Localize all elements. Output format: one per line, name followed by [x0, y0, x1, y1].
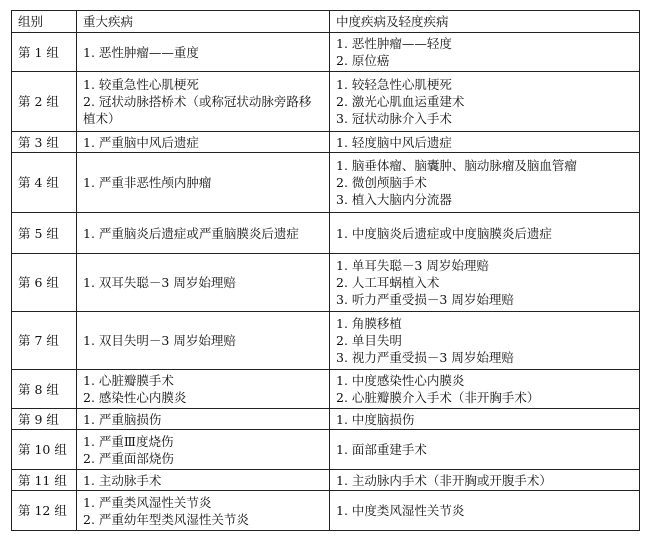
- minor-disease-item: 1. 中度脑炎后遗症或中度脑膜炎后遗症: [336, 225, 552, 241]
- group-cell: 第 5 组: [12, 213, 77, 254]
- minor-disease-item: 1. 恶性肿瘤——轻度: [336, 36, 452, 51]
- group-cell: 第 10 组: [12, 430, 77, 470]
- header-major-disease: 重大疾病: [77, 11, 330, 33]
- minor-disease-cell: [330, 312, 640, 370]
- major-disease-item: 1. 严重脑损伤: [83, 411, 162, 427]
- major-disease-item: 1. 严重Ⅲ度烧伤: [83, 433, 174, 449]
- minor-disease-cell: [330, 491, 640, 531]
- major-disease-item: 1. 严重类风湿性关节炎: [83, 494, 212, 510]
- major-disease-cell: [77, 491, 330, 531]
- minor-disease-item: 2. 原位癌: [336, 53, 390, 68]
- major-disease-item: 1. 较重急性心肌梗死: [83, 77, 199, 92]
- group-cell: 第 6 组: [12, 254, 77, 312]
- minor-disease-item: 1. 面部重建手术: [336, 442, 427, 457]
- major-disease-cell: [77, 153, 330, 213]
- minor-disease-item: 1. 脑垂体瘤、脑囊肿、脑动脉瘤及脑血管瘤: [336, 158, 577, 173]
- major-disease-item: 1. 严重非恶性颅内肿瘤: [83, 175, 212, 190]
- minor-disease-item: 3. 视力严重受损－3 周岁始理赔: [336, 350, 514, 365]
- table-row: [12, 153, 640, 213]
- major-disease-cell: [77, 470, 330, 491]
- minor-disease-item: 3. 冠状动脉介入手术: [336, 111, 452, 126]
- group-cell: 第 8 组: [12, 370, 77, 409]
- header-moderate-minor-disease: 中度疾病及轻度疾病: [330, 11, 640, 33]
- minor-disease-item: 2. 微创颅脑手术: [336, 175, 427, 190]
- major-disease-item: 1. 心脏瓣膜手术: [83, 373, 174, 388]
- major-disease-cell: [77, 370, 330, 409]
- major-disease-item: 1. 恶性肿瘤——重度: [83, 44, 199, 60]
- minor-disease-cell: [330, 72, 640, 132]
- minor-disease-item: 1. 单耳失聪－3 周岁始理赔: [336, 258, 489, 273]
- major-disease-cell: [77, 72, 330, 132]
- table-row: [12, 33, 640, 72]
- minor-disease-cell: [330, 132, 640, 153]
- major-disease-item: 1. 主动脉手术: [83, 472, 162, 488]
- group-cell: 第 11 组: [12, 470, 77, 491]
- disease-group-table: [11, 10, 640, 531]
- table-row: [12, 254, 640, 312]
- minor-disease-cell: [330, 430, 640, 470]
- minor-disease-item: 2. 人工耳蜗植入术: [336, 275, 440, 290]
- minor-disease-item: 1. 较轻急性心肌梗死: [336, 77, 452, 92]
- major-disease-cell: [77, 312, 330, 370]
- minor-disease-item: 3. 植入大脑内分流器: [336, 192, 452, 207]
- group-cell: 第 7 组: [12, 312, 77, 370]
- major-disease-cell: [77, 430, 330, 470]
- table-header-row: [12, 11, 640, 33]
- table-row: [12, 491, 640, 531]
- table-row: [12, 132, 640, 153]
- major-disease-cell: [77, 213, 330, 254]
- minor-disease-cell: [330, 370, 640, 409]
- minor-disease-cell: [330, 470, 640, 491]
- group-cell: 第 3 组: [12, 132, 77, 153]
- minor-disease-item: 2. 心脏瓣膜介入手术（非开胸手术）: [336, 390, 540, 405]
- minor-disease-item: 1. 角膜移植: [336, 316, 402, 331]
- major-disease-item: 2. 冠状动脉搭桥术（或称冠状动脉旁路移植术）: [83, 94, 312, 126]
- minor-disease-item: 2. 单目失明: [336, 333, 402, 348]
- major-disease-cell: [77, 132, 330, 153]
- major-disease-cell: [77, 254, 330, 312]
- minor-disease-item: 1. 中度脑损伤: [336, 411, 415, 427]
- minor-disease-item: 3. 听力严重受损－3 周岁始理赔: [336, 292, 514, 307]
- major-disease-item: 1. 严重脑炎后遗症或严重脑膜炎后遗症: [83, 225, 299, 241]
- header-group: 组别: [12, 11, 77, 33]
- minor-disease-cell: [330, 254, 640, 312]
- minor-disease-item: 1. 中度感染性心内膜炎: [336, 373, 465, 388]
- table-row: [12, 430, 640, 470]
- group-cell: 第 1 组: [12, 33, 77, 72]
- minor-disease-cell: [330, 153, 640, 213]
- table-row: [12, 312, 640, 370]
- group-cell: 第 4 组: [12, 153, 77, 213]
- major-disease-cell: [77, 409, 330, 430]
- group-cell: 第 12 组: [12, 491, 77, 531]
- major-disease-item: 1. 严重脑中风后遗症: [83, 134, 199, 150]
- minor-disease-cell: [330, 33, 640, 72]
- table-row: [12, 409, 640, 430]
- major-disease-item: 1. 双耳失聪－3 周岁始理赔: [83, 275, 236, 290]
- major-disease-cell: [77, 33, 330, 72]
- table-row: [12, 470, 640, 491]
- minor-disease-item: 1. 主动脉内手术（非开胸或开腹手术）: [336, 472, 552, 488]
- minor-disease-cell: [330, 213, 640, 254]
- minor-disease-cell: [330, 409, 640, 430]
- major-disease-item: 1. 双目失明－3 周岁始理赔: [83, 333, 236, 348]
- table-row: [12, 213, 640, 254]
- group-cell: 第 9 组: [12, 409, 77, 430]
- minor-disease-item: 1. 轻度脑中风后遗症: [336, 134, 452, 150]
- table-row: [12, 72, 640, 132]
- group-cell: 第 2 组: [12, 72, 77, 132]
- major-disease-item: 2. 感染性心内膜炎: [83, 390, 187, 405]
- table-row: [12, 370, 640, 409]
- minor-disease-item: 2. 激光心肌血运重建术: [336, 94, 465, 109]
- minor-disease-item: 1. 中度类风湿性关节炎: [336, 503, 465, 518]
- major-disease-item: 2. 严重幼年型类风湿性关节炎: [83, 511, 249, 527]
- major-disease-item: 2. 严重面部烧伤: [83, 450, 174, 466]
